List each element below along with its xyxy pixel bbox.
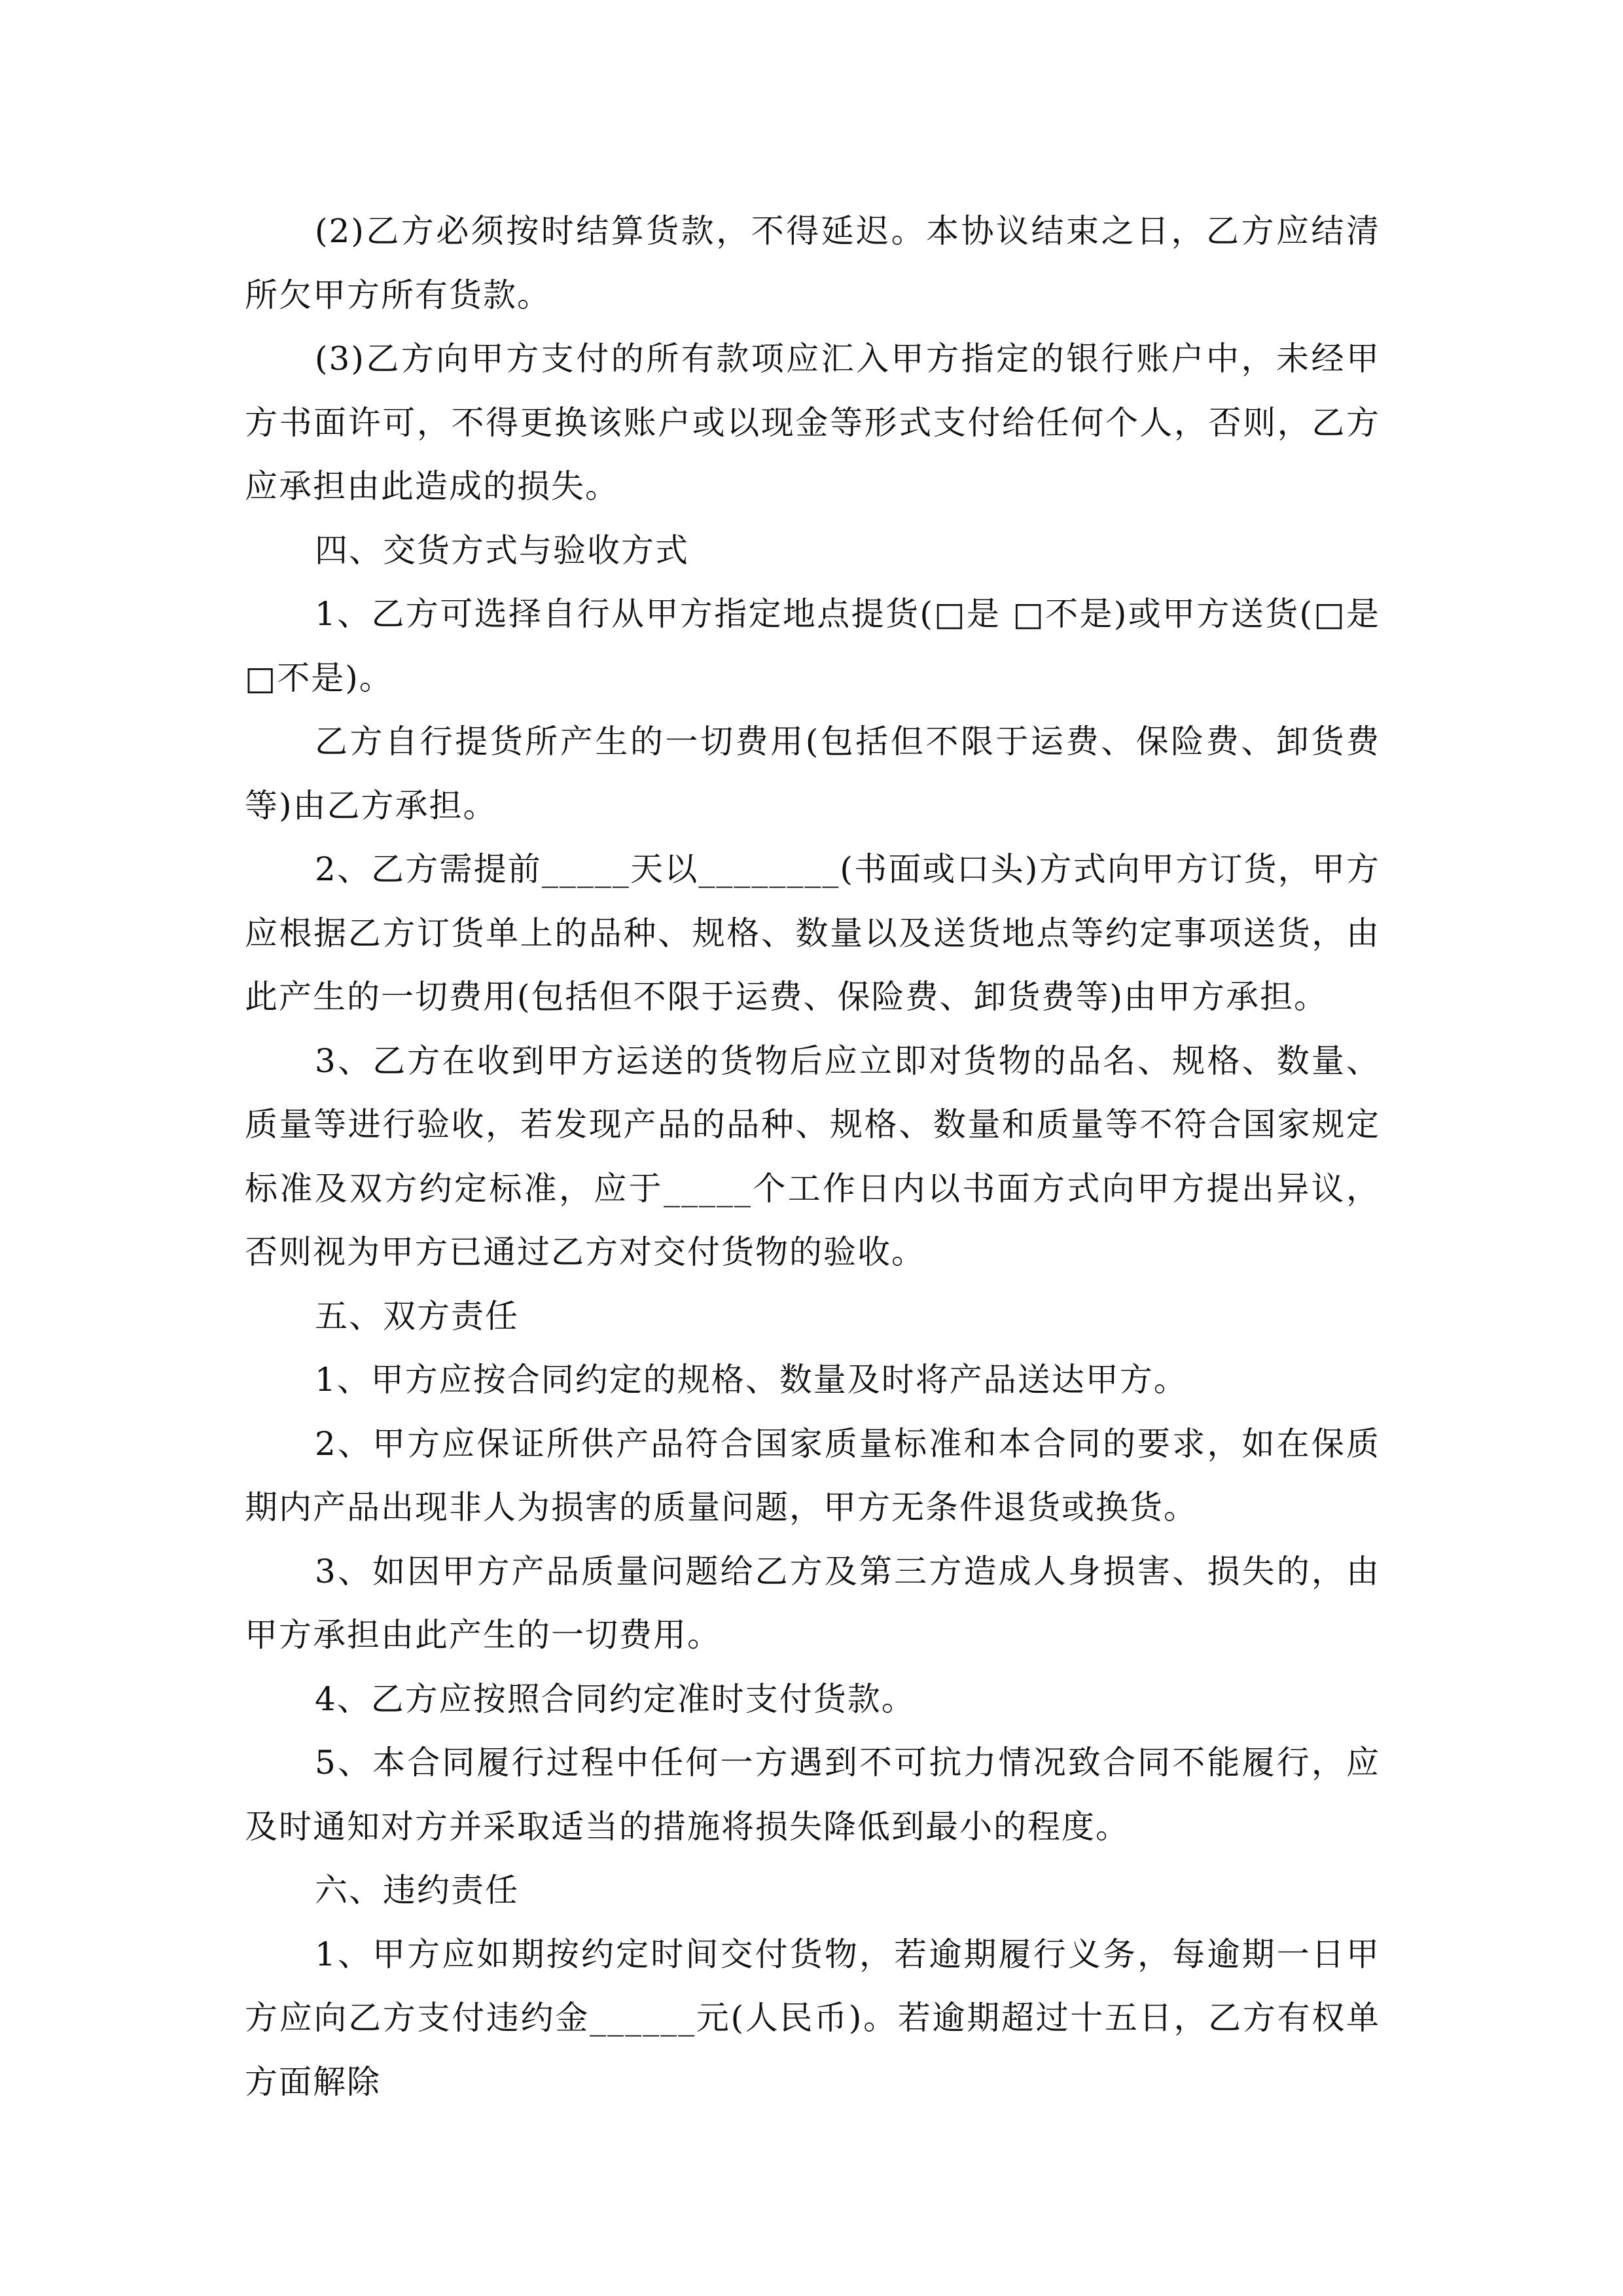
section-heading-responsibilities: 五、双方责任 <box>315 1297 519 1335</box>
paragraph-delivery-choice: 1、乙方可选择自行从甲方指定地点提货(□是 □不是)或甲方送货(□是 □不是)。 <box>245 595 1380 697</box>
section-heading-delivery: 四、交货方式与验收方式 <box>315 531 689 569</box>
paragraph-responsibility-3: 3、如因甲方产品质量问题给乙方及第三方造成人身损害、损失的，由甲方承担由此产生的一切费用。 <box>245 1552 1380 1654</box>
paragraph-responsibility-5: 5、本合同履行过程中任何一方遇到不可抗力情况致合同不能履行，应及时通知对方并采取适当的措施将损失降低到最小的程度。 <box>245 1744 1380 1846</box>
paragraph-payment-settlement: (2)乙方必须按时结算货款，不得延迟。本协议结束之日，乙方应结清所欠甲方所有货款。 <box>245 212 1380 314</box>
paragraph-order-notice: 2、乙方需提前_____天以________(书面或口头)方式向甲方订货，甲方应根据乙方订货单上的品种、规格、数量以及送货地点等约定事项送货，由此产生的一切费用(包括但不限于运费、保险费、卸货费等)由甲方承担。 <box>245 850 1380 1016</box>
paragraph-responsibility-2: 2、甲方应保证所供产品符合国家质量标准和本合同的要求，如在保质期内产品出现非人为损害的质量问题，甲方无条件退货或换货。 <box>245 1424 1380 1526</box>
section-heading-breach: 六、违约责任 <box>315 1871 519 1909</box>
paragraph-breach-1: 1、甲方应如期按约定时间交付货物，若逾期履行义务，每逾期一日甲方应向乙方支付违约金______元(人民币)。若逾期超过十五日，乙方有权单方面解除 <box>245 1935 1380 2101</box>
paragraph-inspection: 3、乙方在收到甲方运送的货物后应立即对货物的品名、规格、数量、质量等进行验收，若发现产品的品种、规格、数量和质量等不符合国家规定标准及双方约定标准，应于_____个工作日内以书面方式向甲方提出异议，否则视为甲方已通过乙方对交付货物的验收。 <box>245 1041 1380 1271</box>
document-body <box>245 200 1380 2114</box>
paragraph-payment-account: (3)乙方向甲方支付的所有款项应汇入甲方指定的银行账户中，未经甲方书面许可，不得更换该账户或以现金等形式支付给任何个人，否则，乙方应承担由此造成的损失。 <box>245 340 1380 505</box>
paragraph-responsibility-4: 4、乙方应按照合同约定准时支付货款。 <box>315 1679 916 1718</box>
paragraph-self-pickup-costs: 乙方自行提货所产生的一切费用(包括但不限于运费、保险费、卸货费等)由乙方承担。 <box>245 723 1380 825</box>
paragraph-responsibility-1: 1、甲方应按合同约定的规格、数量及时将产品送达甲方。 <box>315 1361 1188 1399</box>
